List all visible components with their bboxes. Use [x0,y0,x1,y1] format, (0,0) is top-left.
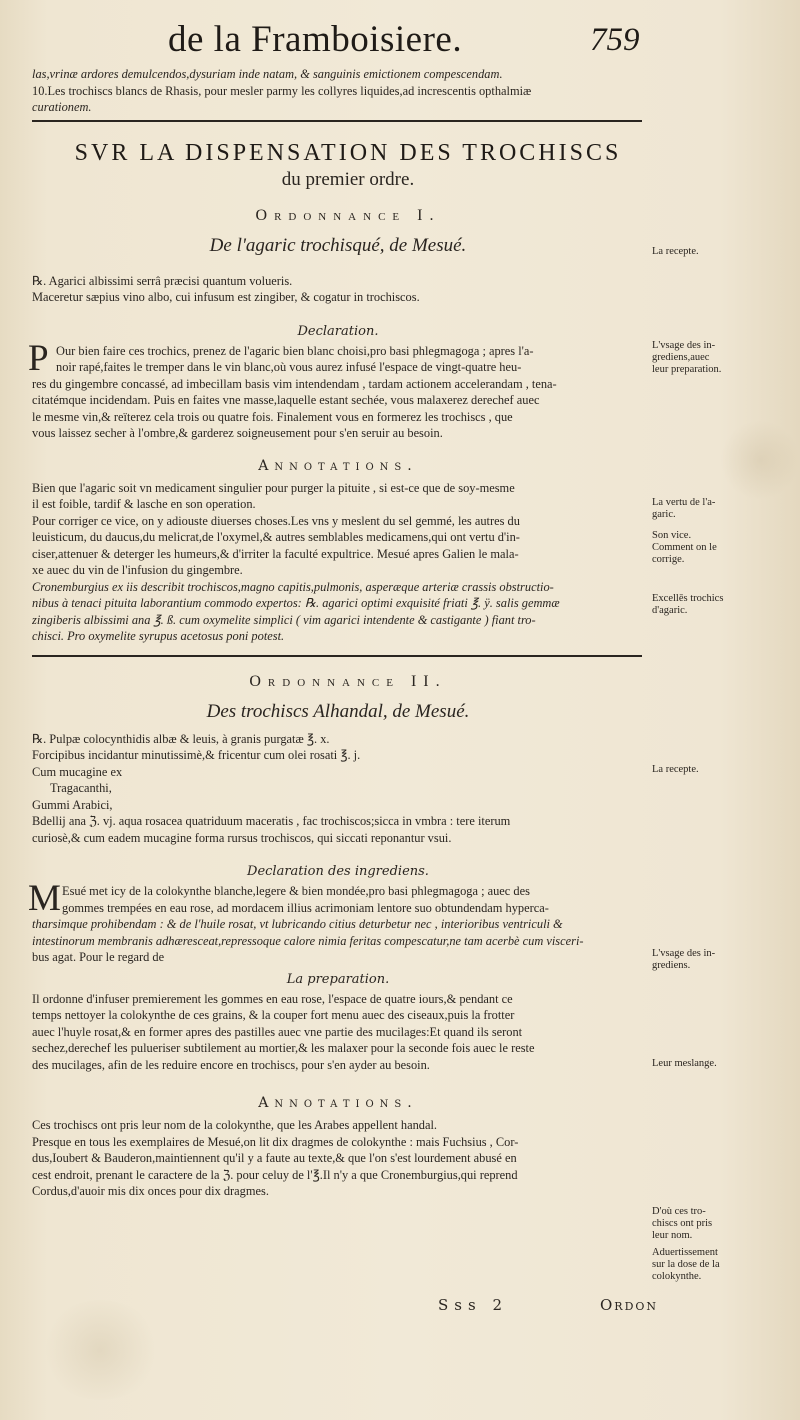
text-line: nibus à tenaci pituita laborantium commodo expertos: ℞. agarici optimi exquisité friati ℥. ÿ. salis gemmæ [32,596,560,610]
recipe-title: De l'agaric trochisqué, de Mesué. [209,234,467,256]
margin-note-line: L'vsage des in- [652,340,716,351]
running-title: de la Framboisiere. [168,19,463,60]
catchword: Ordon [600,1296,659,1314]
margin-note-line: La vertu de l'a- [652,497,716,508]
recipe-line: Forcipibus incidantur minutissimè,& fricentur cum olei rosati ℥. j. [32,748,361,762]
text-line: Esué met icy de la colokynthe blanche,legere & bien mondée,pro basi phlegmagoga ; auec des [62,884,530,898]
margin-note [652,593,792,617]
text-line: ciser,attenuer & deterger les humeurs,& d'irriter la faculté expultrice. Mesué apres Galien le mala- [32,546,519,561]
margin-note-line: Excellēs trochics [652,593,724,604]
margin-note [652,246,792,258]
margin-note-line: La recepte. [652,246,699,257]
text-line: Presque en tous les exemplaires de Mesué,on lit dix dragmes de colokynthe : mais Fuchsius , Cor- [32,1134,519,1149]
text-line: Bien que l'agaric soit vn medicament singulier pour purger la pituite , si est-ce que de soy-mesme [32,480,515,495]
margin-note-line: corrige. [652,554,685,565]
margin-note-line: leur nom. [652,1230,693,1241]
declaration-paragraph [28,337,644,442]
margin-note-line: chiscs ont pris [652,1218,713,1229]
text-line: Cronemburgius ex iis describit trochiscos,magno capitis,pulmonis, asperæque arteriæ crassis obstructio- [32,579,554,594]
text-line: Pour corriger ce vice, on y adiouste diuerses choses.Les vns y meslent du sel gemmé, les autres du [32,513,520,528]
margin-note [652,497,792,521]
margin-note-line: Aduertissement [652,1247,718,1258]
signature-mark: Sss 2 [438,1296,508,1314]
text-line: zingiberis albissimi ana ℥. ß. cum oxymelite simplici ( vim agarici intendente & castigante ) fiant tro- [32,612,536,627]
text-line: citatémque incidendam. Puis en faites vne masse,laquelle estant sechée, vous malaxerez derechef auec [32,393,540,407]
text-line: leuisticum, du daucus,du melicrat,de l'oxymel,& autres semblables medicamens,qui ont vertu d'in- [32,530,520,544]
ordonnance-heading: Ordonnance II. [249,672,447,690]
margin-note-line: La recepte. [652,764,699,775]
text-line: tharsimque prohibendam : & de l'huile rosat, vt lubricando citius deturbetur nec , interioribus ventriculi & [32,917,563,931]
margin-note-line: Son vice. [652,530,692,541]
recipe-title: Des trochiscs Alhandal, de Mesué. [206,700,470,722]
text-line: las,vrinæ ardores demulcendos,dysuriam inde natam, & sanguinis emictionem compescendam. [32,67,503,81]
text-line: le mesme vin,& reïterez cela trois ou quatre fois. Finalement vous en formerez les trochiscs , que [32,409,513,424]
recipe-line: Gummi Arabici, [32,797,113,812]
margin-note [652,530,792,566]
text-line: Il ordonne d'infuser premierement les gommes en eau rose, l'espace de quatre iours,& pendant ce [32,991,513,1006]
text-line: Our bien faire ces trochics, prenez de l'agaric bien blanc choisi,pro basi phlegmagoga ; apres l'a- [56,343,534,358]
margin-note [652,1247,792,1283]
margin-note-line: leur preparation. [652,364,722,375]
recipe-line: Tragacanthi, [50,781,112,795]
text-line: Cordus,d'auoir mis dix onces pour dix dragmes. [32,1184,269,1198]
margin-note-line: d'agaric. [652,605,688,616]
margin-note-line: colokynthe. [652,1271,702,1282]
text-line: cest endroit, prenant le caractere de la ℨ. pour celuy de l'℥.Il n'y a que Cronemburgius,qui reprend [32,1167,518,1182]
text-line: res du gingembre concassé, ad imbecillam basis vim intendendam , tardam actionem accelerandam , tena- [32,376,557,391]
ordonnance-heading: Ordonnance I. [255,206,441,224]
preparation-label: La preparation. [286,971,390,987]
recipe-line: curiosè,& cum eadem mucagine forma rursus trochiscos, qui siccati reponantur vsui. [32,830,452,845]
margin-note [652,340,792,376]
recipe-line: Bdellij ana ℨ. vj. aqua rosacea quatriduum maceratis , fac trochiscos;sicca in vmbra : tere iterum [32,814,511,828]
text-line: des mucilages, afin de les reduire encore en trochiscs, pour s'en ayder au besoin. [32,1057,430,1072]
text-line: Ces trochiscs ont pris leur nom de la colokynthe, que les Arabes appellent handal. [32,1118,438,1132]
text-line: xe auec du vin de l'infusion du gingembre. [32,563,243,577]
text-line: gommes trempées en eau rose, ad mordacem illius acrimoniam lentore suo obtundendam hyperca- [62,900,549,915]
margin-note-line: Comment on le [652,542,717,553]
page-number: 759 [590,22,640,58]
declaration-label: Declaration. [297,323,379,339]
text-line: curationem. [32,100,92,114]
margin-note [652,1206,792,1242]
margin-note-line: L'vsage des in- [652,948,716,959]
margin-note-line: grediens. [652,960,691,971]
declaration-label: Declaration des ingrediens. [247,864,429,879]
text-line: bus agat. Pour le regard de [32,950,165,964]
divider-rule [32,655,642,657]
margin-note [652,948,792,972]
paper-stain [40,1300,160,1400]
margin-note-line: D'où ces tro- [652,1206,706,1217]
divider-rule [32,120,642,122]
text-line: il est foible, tardif & lasche en son operation. [32,497,256,511]
text-line: vous laissez secher à l'ombre,& garderez soigneusement pour s'en seruir au besoin. [32,426,443,440]
text-line: dus,Ioubert & Bauderon,maintiennent qu'il y a faute au texte,& que l'on s'est lourdement abusé en [32,1151,517,1165]
text-line: noir rapé,faites le tremper dans le vin blanc,où vous aurez infusé l'espace de vingt-quatre heu- [56,360,522,374]
drop-cap-p: P [28,337,49,379]
margin-note [652,1058,792,1070]
page-header [0,18,800,64]
drop-cap-m: M [28,878,61,919]
recipe-line: ℞. Agarici albissimi serrâ præcisi quantum volueris. [32,273,293,288]
section-title: SVR LA DISPENSATION DES TROCHISCS [74,139,622,166]
text-line: sechez,derechef les pulueriser subtilement au mortier,& les malaxer pour la seconde fois auec le reste [32,1041,535,1055]
annotations-label: Annotations. [258,1095,418,1111]
margin-note-line: garic. [652,509,676,520]
text-line: auec l'huyle rosat,& en former apres des pastilles auec vne partie des mucilages:Et quand ils seront [32,1024,523,1039]
recipe-line: ℞. Pulpæ colocynthidis albæ & leuis, à granis purgatæ ℥. x. [32,731,330,746]
margin-note-line: sur la dose de la [652,1259,720,1270]
paper-stain [720,420,800,500]
margin-note-line: grediens,auec [652,352,710,363]
section-subtitle: du premier ordre. [281,168,415,190]
margin-note [652,764,792,776]
declaration-paragraph [28,878,644,966]
recipe-line: Maceretur sæpius vino albo, cui infusum est zingiber, & cogatur in trochiscos. [32,290,420,304]
text-line: 10.Les trochiscs blancs de Rhasis, pour mesler parmy les collyres liquides,ad increscentis opthalmiæ [32,83,532,98]
main-text [28,66,644,1200]
text-line: chisci. Pro oxymelite syrupus acetosus poni potest. [32,629,285,643]
margin-note-line: Leur meslange. [652,1058,717,1069]
recipe-line: Cum mucagine ex [32,764,123,779]
text-line: intestinorum membranis adhæresceat,repressoque calore nimia feritas compescatur,ne tam acerbè cum visceri- [32,933,584,948]
annotations-label: Annotations. [258,457,418,474]
text-line: temps nettoyer la colokynthe de ces grains, & la couper fort menu auec des ciseaux,puis la frotter [32,1008,515,1022]
